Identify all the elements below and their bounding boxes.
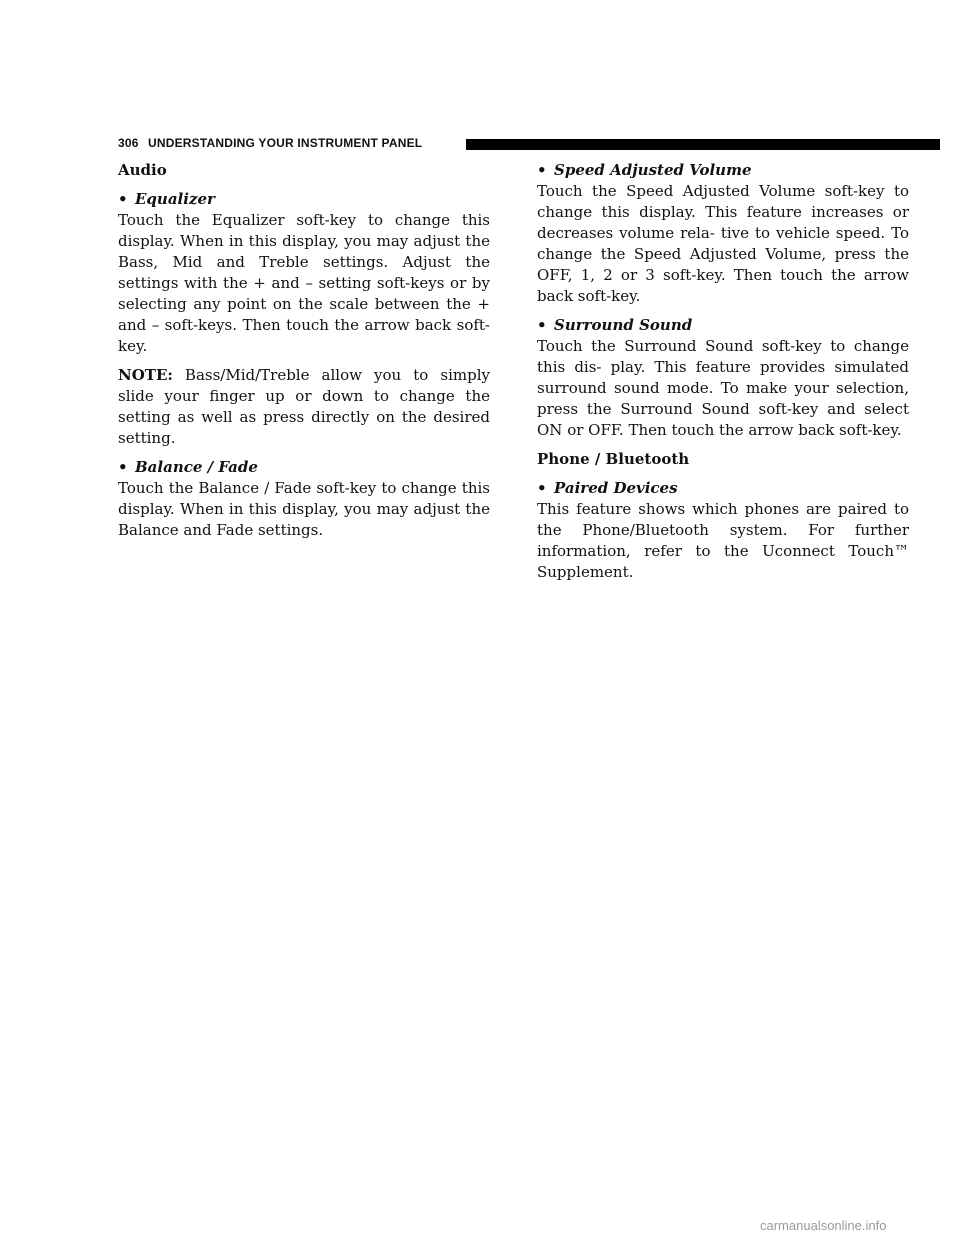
header-bar <box>466 139 940 150</box>
paired-title: Paired Devices <box>554 479 678 497</box>
audio-heading: Audio <box>118 161 167 179</box>
equalizer-title: Equalizer <box>135 190 215 208</box>
bullet-icon: • <box>537 161 547 179</box>
bullet-icon: • <box>118 190 128 208</box>
section-title: UNDERSTANDING YOUR INSTRUMENT PANEL <box>148 136 423 150</box>
paired-text: This feature shows which phones are paired to the Phone/Bluetooth system. For further information, refer to the Uconnect Touch™ Supplement. <box>537 500 909 581</box>
balance-text: Touch the Balance / Fade soft-key to change this display. When in this display, you may adjust the Balance and Fade settings. <box>118 479 490 539</box>
surround-bullet <box>537 315 909 336</box>
surround-title: Surround Sound <box>554 316 693 334</box>
equalizer-bullet <box>118 189 490 210</box>
note-text: Bass/Mid/Treble allow you to simply slide your finger up or down to change the setting as well as press directly on the desired setting. <box>118 366 490 447</box>
speed-title: Speed Adjusted Volume <box>554 161 752 179</box>
phone-heading: Phone / Bluetooth <box>537 450 690 468</box>
left-column <box>118 160 490 549</box>
paired-bullet <box>537 478 909 499</box>
balance-bullet <box>118 457 490 478</box>
note-paragraph <box>118 365 490 449</box>
watermark: carmanualsonline.info <box>760 1218 887 1233</box>
bullet-icon: • <box>118 458 128 476</box>
page-number: 306 <box>118 136 139 150</box>
surround-text: Touch the Surround Sound soft-key to change this dis- play. This feature provides simulated surround sound mode. To make your selection, press the Surround Sound soft-key and select ON or OFF. Then touch the arrow back soft-key. <box>537 337 909 439</box>
balance-title: Balance / Fade <box>135 458 258 476</box>
equalizer-text: Touch the Equalizer soft-key to change this display. When in this display, you may adjust the Bass, Mid and Treble settings. Adjust the settings with the + and – setting soft-keys or by selecting any point on the scale between the + and – soft-keys. Then touch the arrow back soft-key. <box>118 211 490 355</box>
bullet-icon: • <box>537 316 547 334</box>
speed-text: Touch the Speed Adjusted Volume soft-key to change this display. This feature increases or decreases volume rela- tive to vehicle speed. To change the Speed Adjusted Volume, press the OFF, 1, 2 or 3 soft-key. Then touch the arrow back soft-key. <box>537 182 909 305</box>
bullet-icon: • <box>537 479 547 497</box>
page-header <box>118 134 940 154</box>
right-column <box>537 160 909 591</box>
speed-bullet <box>537 160 909 181</box>
note-label: NOTE: <box>118 366 173 384</box>
